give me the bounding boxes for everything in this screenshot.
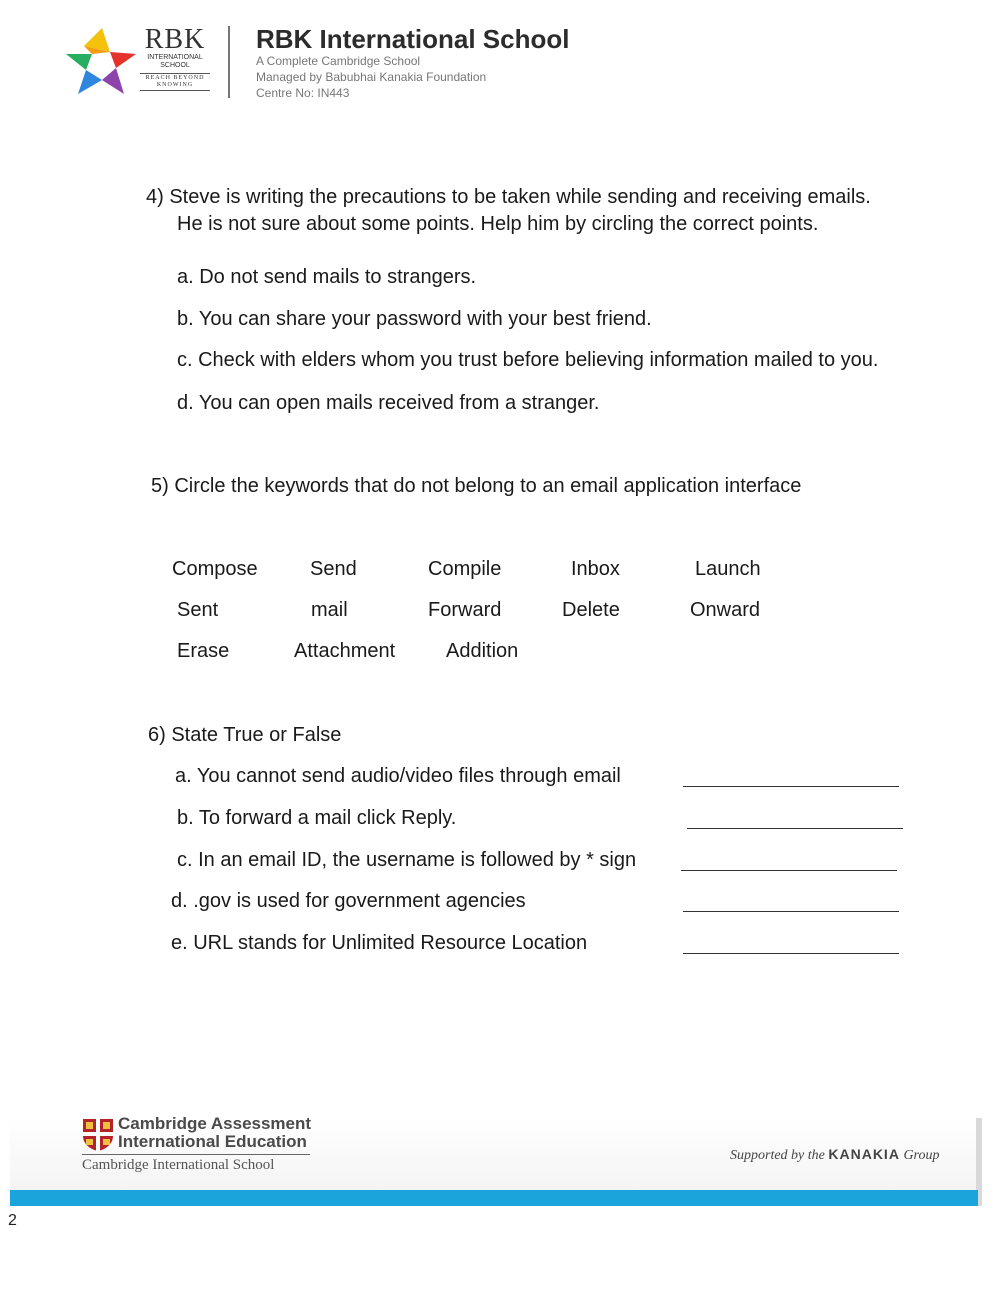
q6-answer-blank-a[interactable] [683, 772, 899, 792]
logo-tagline: REACH BEYOND KNOWING [140, 73, 210, 91]
q6-statement-d: d. .gov is used for government agencies [171, 890, 526, 912]
logo-sub: INTERNATIONAL SCHOOL [147, 54, 203, 69]
q4-line-2: He is not sure about some points. Help him by circling the correct points. [177, 213, 819, 235]
cambridge-line-1: Cambridge Assessment [118, 1114, 312, 1133]
rbk-star-logo-icon [64, 24, 140, 100]
rbk-logo-wordmark [140, 26, 210, 91]
school-name: RBK International School [256, 24, 570, 54]
keyword-forward[interactable]: Forward [428, 599, 502, 621]
q6-answer-blank-d[interactable] [683, 897, 899, 917]
keyword-attachment[interactable]: Attachment [294, 640, 396, 662]
q4-option-d[interactable]: d. You can open mails received from a stranger. [177, 392, 600, 414]
keyword-launch[interactable]: Launch [695, 558, 761, 580]
cambridge-school: Cambridge International School [82, 1157, 275, 1173]
header-divider [228, 26, 230, 98]
q4-option-b[interactable]: b. You can share your password with your best friend. [177, 308, 652, 330]
q4-option-a[interactable]: a. Do not send mails to strangers. [177, 266, 477, 288]
cambridge-crest-icon [82, 1118, 114, 1152]
keyword-compile[interactable]: Compile [428, 558, 502, 580]
supported-by [730, 1146, 939, 1164]
logo-text: RBK [144, 24, 206, 55]
keyword-compose[interactable]: Compose [172, 558, 258, 580]
school-subtitle-1: A Complete Cambridge School [256, 54, 421, 68]
q6-title: 6) State True or False [148, 724, 342, 746]
page-number: 2 [8, 1212, 17, 1229]
supported-post: Group [903, 1148, 940, 1163]
cambridge-divider [82, 1154, 310, 1155]
supported-brand: KANAKIA [828, 1146, 900, 1162]
keyword-delete[interactable]: Delete [562, 599, 620, 621]
q6-answer-blank-e[interactable] [683, 939, 899, 959]
keyword-addition[interactable]: Addition [446, 640, 519, 662]
keyword-erase[interactable]: Erase [177, 640, 230, 662]
q6-statement-b: b. To forward a mail click Reply. [177, 807, 457, 829]
q6-answer-blank-c[interactable] [681, 856, 897, 876]
q6-statement-e: e. URL stands for Unlimited Resource Location [171, 932, 588, 954]
keyword-sent[interactable]: Sent [177, 599, 219, 621]
q6-statement-a: a. You cannot send audio/video files through email [175, 765, 621, 787]
q4-line-1: 4) Steve is writing the precautions to be taken while sending and receiving emails. [146, 186, 871, 208]
q4-option-c[interactable]: c. Check with elders whom you trust before believing information mailed to you. [177, 349, 879, 371]
school-subtitle-2: Managed by Babubhai Kanakia Foundation [256, 70, 487, 84]
keyword-send[interactable]: Send [310, 558, 357, 580]
footer-blue-bar [10, 1190, 978, 1206]
cambridge-line-2: International Education [118, 1132, 307, 1151]
school-subtitle-3: Centre No: IN443 [256, 86, 350, 100]
q5-title: 5) Circle the keywords that do not belong to an email application interface [151, 475, 802, 497]
keyword-mail[interactable]: mail [311, 599, 348, 621]
keyword-inbox[interactable]: Inbox [571, 558, 620, 580]
q6-answer-blank-b[interactable] [687, 814, 903, 834]
supported-pre: Supported by the [730, 1148, 825, 1163]
q6-statement-c: c. In an email ID, the username is followed by * sign [177, 849, 637, 871]
keyword-onward[interactable]: Onward [690, 599, 761, 621]
